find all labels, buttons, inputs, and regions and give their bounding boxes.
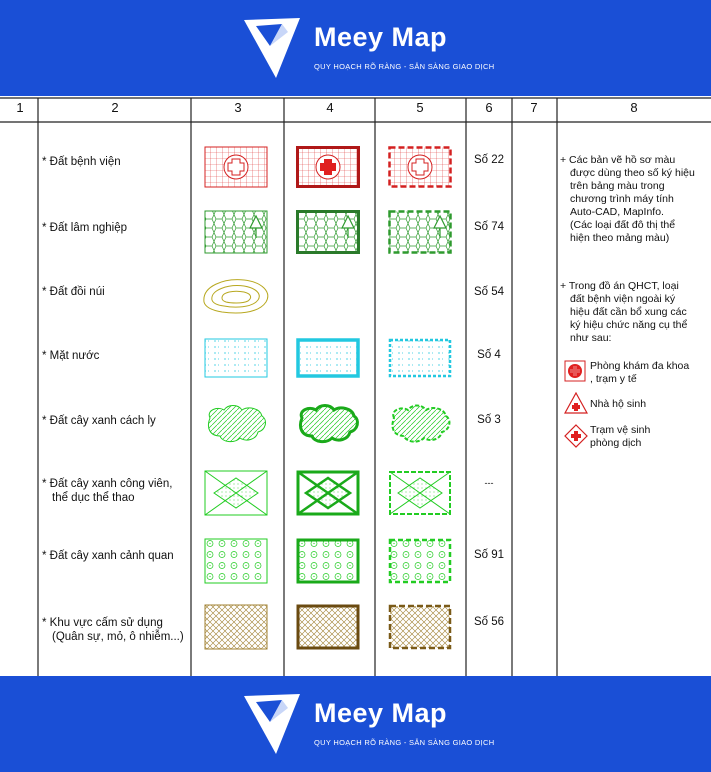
brand-logo[interactable] bbox=[242, 16, 502, 82]
brand-tagline: QUY HOẠCH RÕ RÀNG - SẴN SÀNG GIAO DỊCH bbox=[314, 62, 495, 71]
top-banner bbox=[0, 0, 711, 96]
note1-line3: trên bảng màu trong bbox=[570, 180, 665, 192]
code-forest: Số 74 bbox=[473, 221, 505, 233]
row-label-isolation-green: * Đất cây xanh cách ly bbox=[42, 415, 156, 427]
row-label-forest: * Đất lâm nghiệp bbox=[42, 222, 128, 234]
row-label-water: * Mặt nước bbox=[42, 350, 100, 362]
brand-name: Meey Map bbox=[314, 22, 448, 52]
col-header-4: 4 bbox=[326, 100, 334, 115]
note1-line1: + Các bản vẽ hồ sơ màu bbox=[560, 154, 676, 166]
landscape-green-symbol-filled bbox=[296, 538, 360, 584]
row-label-park-line1: * Đất cây xanh công viên, bbox=[42, 478, 173, 490]
bottom-banner bbox=[0, 676, 711, 772]
clinic-icon bbox=[564, 360, 586, 382]
note2-line5: như sau: bbox=[570, 332, 612, 344]
note1-line5: Auto-CAD, MapInfo. bbox=[570, 206, 664, 218]
hospital-symbol-filled bbox=[296, 146, 360, 188]
park-green-symbol-outline bbox=[204, 470, 268, 516]
col-header-3: 3 bbox=[234, 100, 242, 115]
forest-symbol-filled bbox=[296, 210, 360, 254]
water-symbol-outline bbox=[204, 338, 268, 378]
isolation-green-symbol-outline bbox=[202, 400, 270, 446]
note2-line2: đất bệnh viện ngoài ký bbox=[570, 293, 676, 305]
note-qhct-symbols bbox=[560, 280, 710, 345]
brand-name-bottom: Meey Map bbox=[314, 698, 448, 728]
row-label-hospital: * Đất bệnh viện bbox=[42, 156, 121, 168]
col-header-7: 7 bbox=[530, 100, 538, 115]
water-symbol-dashed bbox=[388, 338, 452, 378]
legend-sanitation-line2: phòng dịch bbox=[590, 437, 642, 449]
row-label-restricted-line2: (Quân sự, mỏ, ô nhiễm...) bbox=[52, 631, 184, 643]
col-header-5: 5 bbox=[416, 100, 424, 115]
hill-contour-symbol bbox=[200, 272, 272, 318]
col-header-6: 6 bbox=[485, 100, 493, 115]
note2-line1: + Trong đồ án QHCT, loại bbox=[560, 280, 679, 292]
isolation-green-symbol-filled bbox=[294, 400, 362, 446]
legend-clinic bbox=[590, 360, 710, 386]
row-label-restricted bbox=[42, 616, 184, 644]
legend-sanitation bbox=[590, 424, 710, 450]
code-hospital: Số 22 bbox=[473, 154, 505, 166]
brand-logo-bottom[interactable] bbox=[242, 692, 502, 758]
legend-maternity: Nhà hộ sinh bbox=[590, 398, 647, 410]
isolation-green-symbol-dashed bbox=[386, 400, 454, 446]
note1-line4: chương trình máy tính bbox=[570, 193, 674, 205]
code-water: Số 4 bbox=[477, 349, 501, 361]
brand-tagline-bottom: QUY HOẠCH RÕ RÀNG - SẴN SÀNG GIAO DỊCH bbox=[314, 738, 495, 747]
meey-logo-icon-bottom bbox=[242, 692, 304, 758]
meey-logo-icon bbox=[242, 16, 304, 82]
code-park-green: --- bbox=[484, 478, 494, 488]
legend-clinic-line1: Phòng khám đa khoa bbox=[590, 360, 690, 372]
col-header-8: 8 bbox=[630, 100, 638, 115]
row-label-hill: * Đất đồi núi bbox=[42, 286, 105, 298]
row-label-restricted-line1: * Khu vực cấm sử dụng bbox=[42, 617, 163, 629]
col-header-2: 2 bbox=[111, 100, 119, 115]
park-green-symbol-filled bbox=[296, 470, 360, 516]
park-green-symbol-dashed bbox=[388, 470, 452, 516]
restricted-symbol-outline bbox=[204, 604, 268, 650]
maternity-icon bbox=[564, 392, 588, 414]
note2-line3: hiệu đất cần bổ xung các bbox=[570, 306, 687, 318]
hospital-symbol-dashed bbox=[388, 146, 452, 188]
code-restricted: Số 56 bbox=[473, 616, 505, 628]
code-isolation-green: Số 3 bbox=[477, 414, 501, 426]
restricted-symbol-dashed bbox=[388, 604, 452, 650]
restricted-symbol-filled bbox=[296, 604, 360, 650]
row-label-park-green bbox=[42, 477, 172, 505]
note1-line6: (Các loại đất đô thị thể bbox=[570, 219, 676, 231]
note-color-drawings bbox=[560, 154, 710, 245]
forest-symbol-dashed bbox=[388, 210, 452, 254]
row-label-landscape-green: * Đất cây xanh cảnh quan bbox=[42, 550, 174, 562]
hospital-symbol-outline bbox=[204, 146, 268, 188]
code-landscape-green: Số 91 bbox=[473, 549, 505, 561]
landscape-green-symbol-outline bbox=[204, 538, 268, 584]
sanitation-icon bbox=[564, 424, 588, 448]
note1-line7: hiện theo mảng màu) bbox=[570, 232, 670, 244]
water-symbol-filled bbox=[296, 338, 360, 378]
legend-sanitation-line1: Trạm vệ sinh bbox=[590, 424, 651, 436]
note2-line4: ký hiệu chức năng cụ thể bbox=[570, 319, 688, 331]
col-header-1: 1 bbox=[16, 100, 24, 115]
legend-table bbox=[0, 96, 711, 676]
landscape-green-symbol-dashed bbox=[388, 538, 452, 584]
note1-line2: được dùng theo số ký hiệu bbox=[570, 167, 695, 179]
row-label-park-line2: thể dục thể thao bbox=[52, 492, 135, 504]
forest-symbol-outline bbox=[204, 210, 268, 254]
legend-clinic-line2: , trạm y tế bbox=[590, 373, 637, 385]
code-hill: Số 54 bbox=[473, 286, 505, 298]
